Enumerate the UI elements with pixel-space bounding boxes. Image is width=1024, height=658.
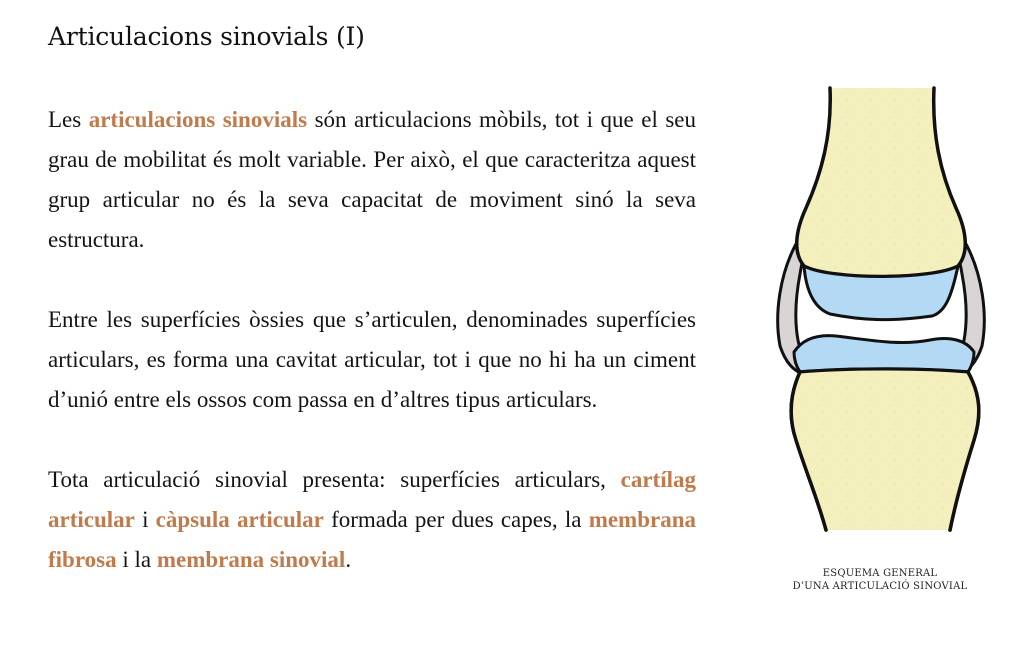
synovial-joint-diagram: [760, 84, 1000, 554]
paragraph-text: i la: [116, 547, 157, 572]
highlighted-term: articulacions sinovials: [88, 107, 308, 132]
paragraph-text: formada per dues capes, la: [323, 507, 589, 532]
highlighted-term: membrana fibrosa: [48, 507, 697, 572]
paragraph-text: Entre les superfícies òssies que s’articulen, denominades superfícies articulars, es forma una cavitat articular, tot i que no hi ha un ciment d’unió entre els ossos com passa en d’altres tipus articulars.: [48, 307, 696, 412]
paragraph-3: [48, 460, 696, 580]
paragraph-text: Les: [48, 107, 89, 132]
paragraph-text: .: [345, 547, 352, 572]
paragraph-text: i: [134, 507, 156, 532]
lower-articular-cartilage: [794, 336, 974, 372]
paragraph-2: [48, 300, 696, 420]
figure-caption: [760, 567, 1000, 593]
page-title: Articulacions sinovials (I): [48, 22, 365, 51]
upper-bone: [797, 88, 966, 277]
body-text: [48, 100, 696, 620]
highlighted-term: càpsula articular: [155, 507, 324, 532]
highlighted-term: membrana sinovial: [156, 547, 346, 572]
figure-caption-line-1: ESQUEMA GENERAL: [822, 568, 938, 579]
highlighted-term: cartílag articular: [48, 467, 696, 532]
paragraph-text: són articulacions mòbils, tot i que el seu grau de mobilitat és molt variable. Per això, el que caracteritza aquest grup articular no és la seva capacitat de moviment sinó la seva estructura.: [48, 107, 697, 252]
paragraph-1: [48, 100, 696, 260]
paragraph-text: Tota articulació sinovial presenta: superfícies articulars,: [48, 467, 621, 492]
figure-caption-line-2: D’UNA ARTICULACIÓ SINOVIAL: [792, 581, 968, 592]
synovial-joint-figure: [760, 84, 1000, 604]
